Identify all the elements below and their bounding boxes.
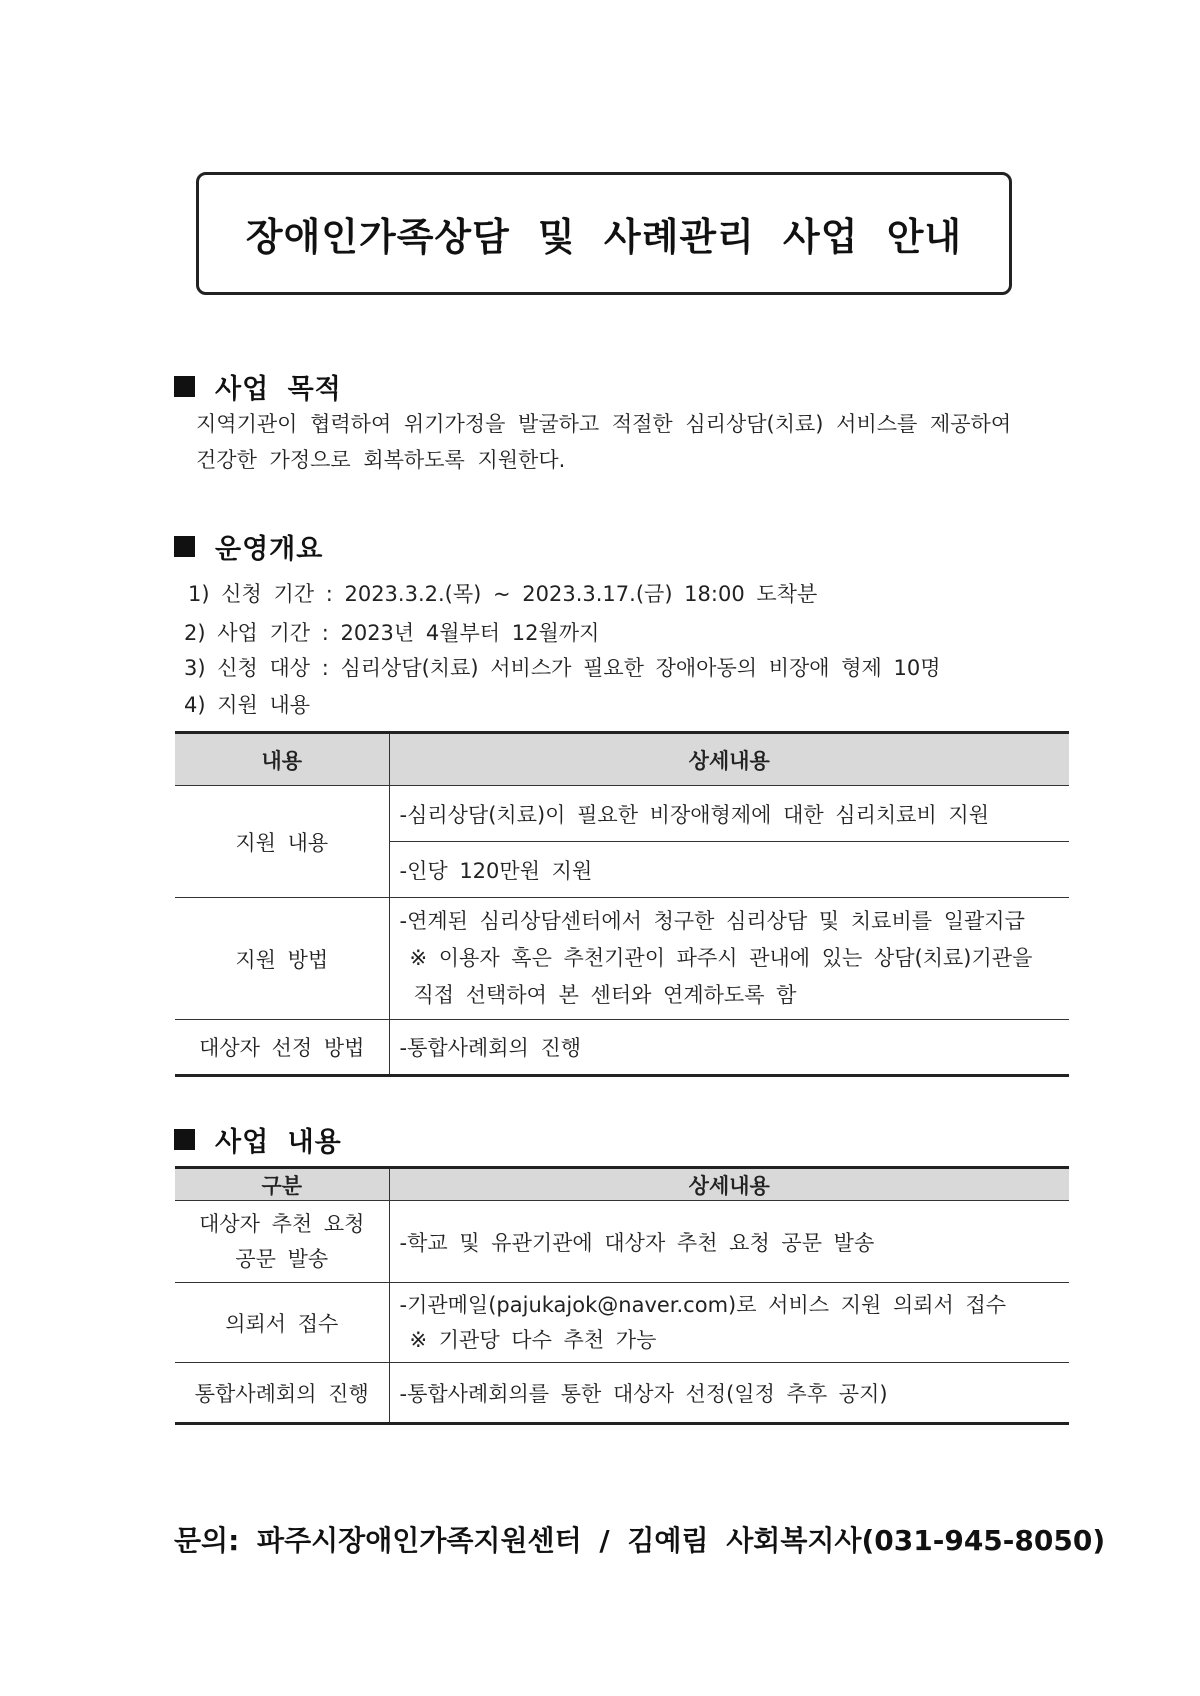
section-heading-business <box>174 1120 342 1159</box>
table-header-cell: 내용 <box>175 733 389 786</box>
table-label-cell: 지원 방법 <box>175 898 389 1020</box>
table-row <box>175 1283 1069 1363</box>
detail-line: 직접 선택하여 본 센터와 연계하도록 함 <box>413 983 797 1007</box>
table-label-cell: 통합사례회의 진행 <box>175 1363 389 1424</box>
detail-line: -연계된 심리상담센터에서 청구한 심리상담 및 치료비를 일괄지급 <box>399 909 1025 933</box>
table-row <box>175 1020 1069 1076</box>
business-table <box>175 1166 1069 1425</box>
detail-line: -기관메일(pajukajok@naver.com)로 서비스 지원 의뢰서 접수 <box>399 1292 1007 1317</box>
table-detail-cell: -통합사례회의를 통한 대상자 선정(일정 추후 공지) <box>389 1363 1069 1424</box>
label-line: 공문 발송 <box>235 1246 329 1271</box>
table-row <box>175 1363 1069 1424</box>
table-detail-cell: -인당 120만원 지원 <box>389 842 1069 898</box>
purpose-line: 건강한 가정으로 회복하도록 지원한다. <box>196 448 566 472</box>
section-heading-overview <box>174 527 323 566</box>
table-header-cell: 상세내용 <box>389 733 1069 786</box>
table-header-cell: 상세내용 <box>389 1168 1069 1201</box>
label-line: 대상자 추천 요청 <box>199 1211 365 1236</box>
table-header-row <box>175 733 1069 786</box>
overview-item: 1) 신청 기간 : 2023.3.2.(목) ~ 2023.3.17.(금) 18:00 도착분 <box>188 582 818 606</box>
title-box <box>196 172 1012 295</box>
black-square-icon <box>174 536 195 557</box>
table-header-row <box>175 1168 1069 1201</box>
table-row <box>175 1201 1069 1283</box>
table-header-cell: 구분 <box>175 1168 389 1201</box>
black-square-icon <box>174 376 195 397</box>
support-table <box>175 731 1069 1077</box>
black-square-icon <box>174 1129 195 1150</box>
overview-item: 3) 신청 대상 : 심리상담(치료) 서비스가 필요한 장애아동의 비장애 형제 10명 <box>184 656 941 680</box>
section-heading-business-label: 사업 내용 <box>215 1127 342 1158</box>
contact-footer: 문의: 파주시장애인가족지원센터 / 김예림 사회복지사(031-945-8050) <box>174 1524 1106 1557</box>
detail-line: ※ 이용자 혹은 추천기관이 파주시 관내에 있는 상담(치료)기관을 <box>409 946 1033 970</box>
table-detail-cell: -통합사례회의 진행 <box>389 1020 1069 1076</box>
table-detail-cell <box>389 898 1069 1020</box>
purpose-line: 지역기관이 협력하여 위기가정을 발굴하고 적절한 심리상담(치료) 서비스를 제공하여 <box>196 412 1012 436</box>
table-row <box>175 898 1069 1020</box>
detail-line: ※ 기관당 다수 추천 가능 <box>409 1327 657 1352</box>
page-title: 장애인가족상담 및 사례관리 사업 안내 <box>245 215 963 259</box>
section-heading-overview-label: 운영개요 <box>215 534 324 565</box>
table-detail-cell: -심리상담(치료)이 필요한 비장애형제에 대한 심리치료비 지원 <box>389 786 1069 842</box>
section-heading-purpose-label: 사업 목적 <box>215 374 342 405</box>
table-label-cell <box>175 1201 389 1283</box>
overview-item: 2) 사업 기간 : 2023년 4월부터 12월까지 <box>184 621 600 645</box>
table-label-cell: 대상자 선정 방법 <box>175 1020 389 1076</box>
table-row <box>175 786 1069 842</box>
purpose-paragraph <box>196 406 1011 478</box>
table-detail-cell: -학교 및 유관기관에 대상자 추천 요청 공문 발송 <box>389 1201 1069 1283</box>
table-label-cell: 의뢰서 접수 <box>175 1283 389 1363</box>
table-detail-cell <box>389 1283 1069 1363</box>
overview-item: 4) 지원 내용 <box>184 693 311 717</box>
section-heading-purpose <box>174 367 342 406</box>
table-label-cell: 지원 내용 <box>175 786 389 898</box>
